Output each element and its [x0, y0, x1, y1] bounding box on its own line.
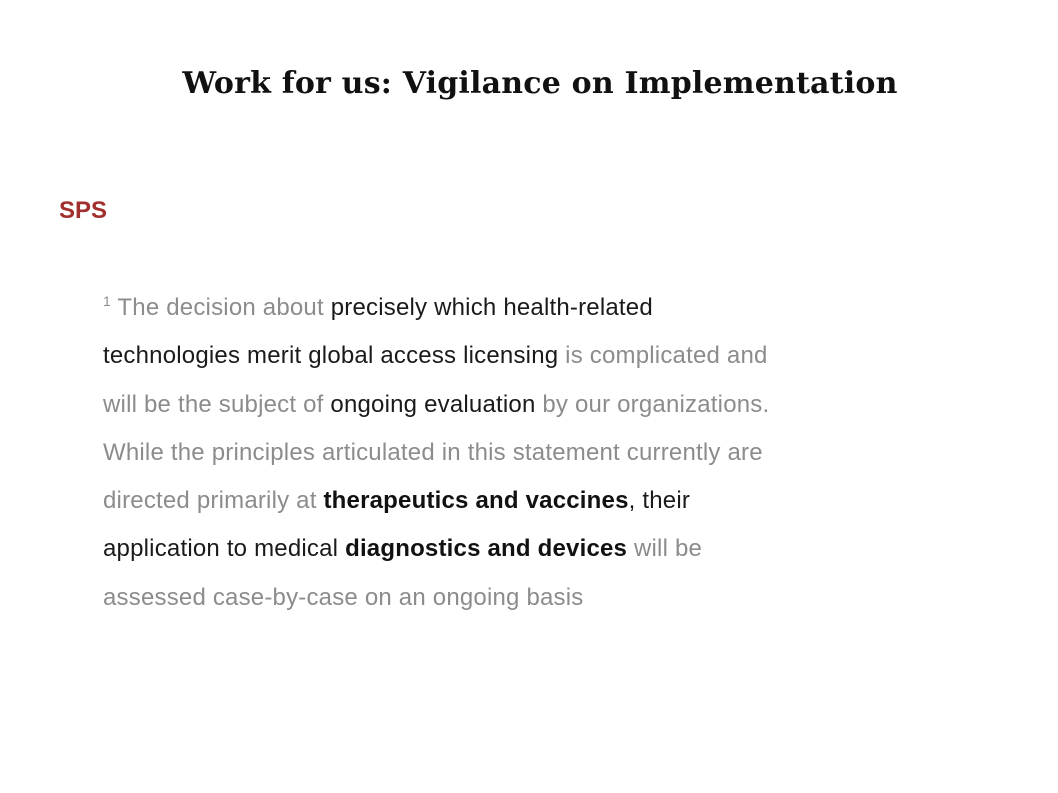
footnote-line: [103, 332, 993, 380]
text-span: ongoing evaluation: [330, 390, 536, 418]
text-span: therapeutics and vaccines: [323, 487, 629, 515]
text-span: will be the subject of: [103, 390, 331, 418]
footnote-line: [103, 284, 993, 332]
footnote-marker: 1: [103, 293, 111, 309]
text-span: will be: [627, 535, 703, 563]
text-span: , their: [628, 487, 691, 515]
footnote-line: [103, 429, 993, 477]
footnote-line: [103, 381, 993, 429]
text-span: assessed case-by-case on an ongoing basis: [103, 583, 584, 611]
footnote-line: [103, 525, 993, 573]
text-span: directed primarily at: [103, 487, 324, 515]
slide-title: Work for us: Vigilance on Implementation: [182, 66, 898, 101]
footnote-line: [103, 477, 993, 525]
text-span: application to medical: [103, 535, 346, 563]
text-span: While the principles articulated in this statement currently are: [103, 438, 763, 466]
text-span: technologies merit global access licensing: [103, 342, 559, 370]
footnote-paragraph: [103, 284, 993, 622]
text-span: The decision about: [111, 294, 331, 321]
footnote-line: [103, 574, 993, 622]
text-span: is complicated and: [558, 342, 768, 370]
text-span: by our organizations.: [535, 390, 770, 418]
text-span: precisely which health-related: [330, 294, 653, 321]
section-label: SPS: [59, 197, 108, 224]
text-span: diagnostics and devices: [345, 535, 628, 563]
